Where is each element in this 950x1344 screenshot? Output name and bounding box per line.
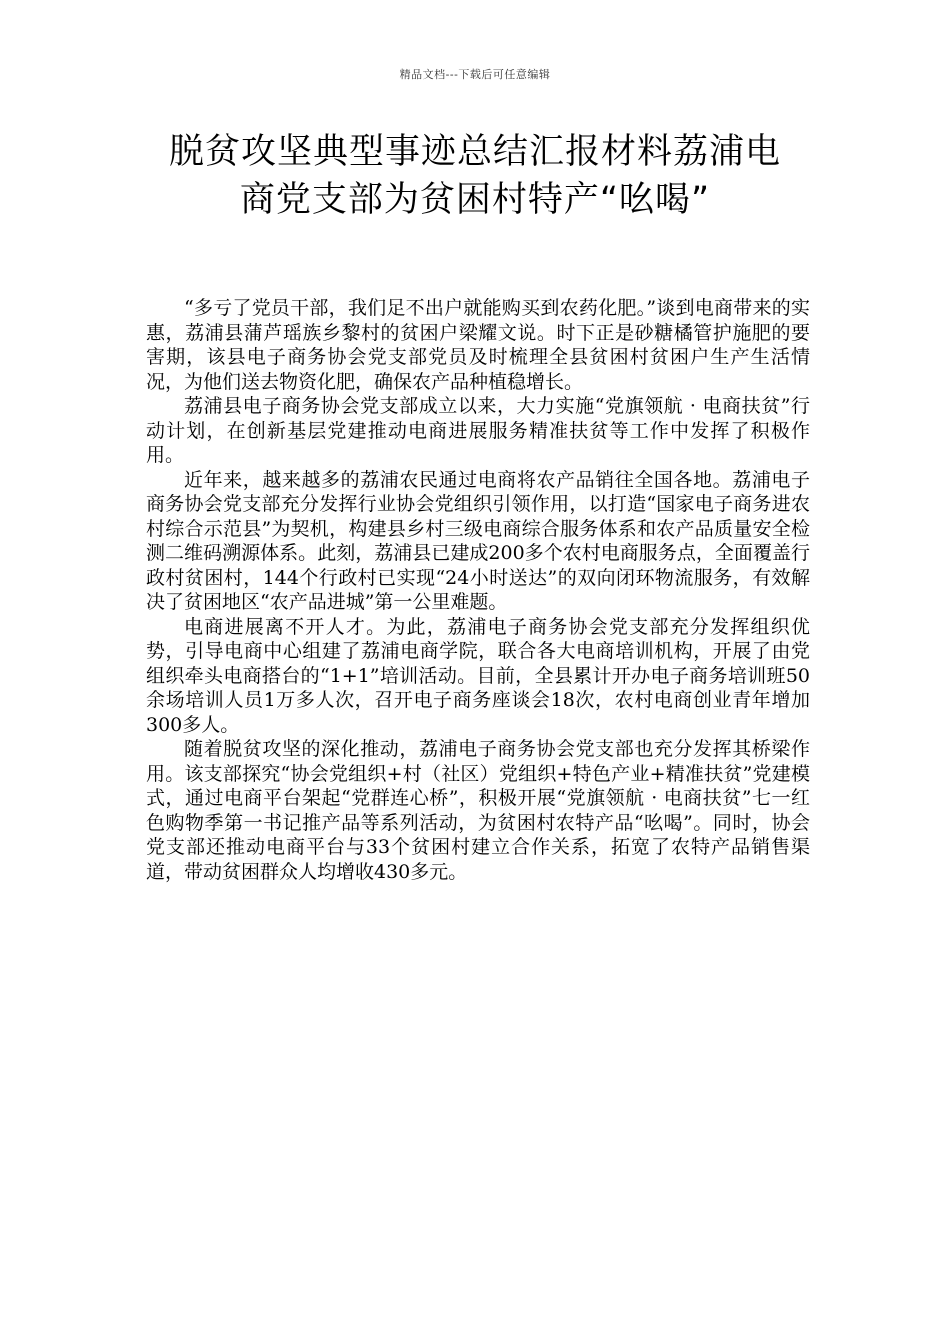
paragraph-1: “多亏了党员干部，我们足不出户就能购买到农药化肥。”谈到电商带来的实惠，荔浦县蒲芦瑶族乡黎村的贫困户梁耀文说。时下正是砂糖橘管护施肥的要害期，该县电子商务协会党支部党员及时梳理全县贫困村贫困户生产生活情况，为他们送去物资化肥，确保农产品种植稳增长。	[146, 297, 810, 393]
paragraph-3: 近年来，越来越多的荔浦农民通过电商将农产品销往全国各地。荔浦电子商务协会党支部充分发挥行业协会党组织引领作用，以打造“国家电子商务进农村综合示范县”为契机，构建县乡村三级电商综合服务体系和农产品质量安全检测二维码溯源体系。此刻，荔浦县已建成200多个农村电商服务点，全面覆盖行政村贫困村，144个行政村已实现“24小时送达”的双向闭环物流服务，有效解决了贫困地区“农产品进城”第一公里难题。	[146, 468, 810, 613]
document-body	[146, 296, 810, 884]
paragraph-2: 荔浦县电子商务协会党支部成立以来，大力实施“党旗领航 · 电商扶贫”行动计划，在创新基层党建推动电商进展服务精准扶贫等工作中发挥了积极作用。	[146, 395, 810, 466]
document-title-line-1: 脱贫攻坚典型事迹总结汇报材料荔浦电	[168, 132, 781, 172]
paragraph-4: 电商进展离不开人才。为此，荔浦电子商务协会党支部充分发挥组织优势，引导电商中心组建了荔浦电商学院，联合各大电商培训机构，开展了由党组织牵头电商搭台的“1+1”培训活动。目前，全县累计开办电子商务培训班50余场培训人员1万多人次，召开电子商务座谈会18次，农村电商创业青年增加300多人。	[146, 615, 810, 736]
paragraph-5: 随着脱贫攻坚的深化推动，荔浦电子商务协会党支部也充分发挥其桥梁作用。该支部探究“协会党组织+村（社区）党组织+特色产业+精准扶贫”党建模式，通过电商平台架起“党群连心桥”，积极开展“党旗领航 · 电商扶贫”七一红色购物季第一书记推产品等系列活动，为贫困村农特产品“吆喝”。同时，协会党支部还推动电商平台与33个贫困村建立合作关系，拓宽了农特产品销售渠道，带动贫困群众人均增收430多元。	[146, 738, 810, 883]
page-header: 精品文档---下载后可任意编辑	[399, 68, 551, 81]
document-title	[120, 128, 830, 224]
document-title-line-2: 商党支部为贫困村特产“吆喝”	[239, 180, 711, 220]
